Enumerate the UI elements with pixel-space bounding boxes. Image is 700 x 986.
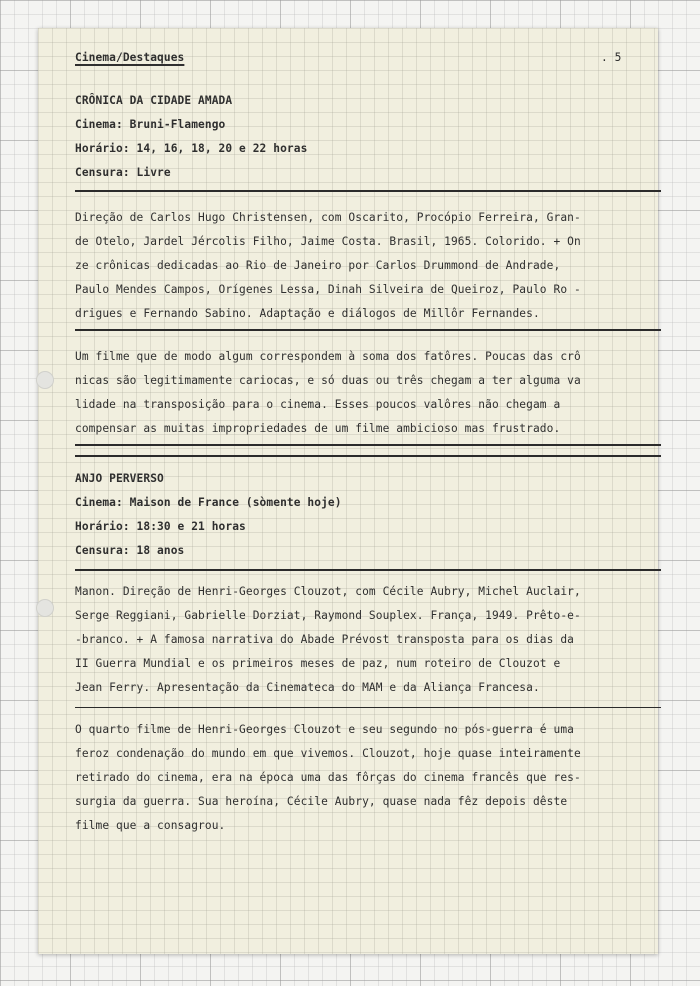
cinema-line: Cinema: Maison de France (sòmente hoje) xyxy=(75,496,342,509)
review-line: filme que a consagrou. xyxy=(75,819,226,832)
credits-line: ze crônicas dedicadas ao Rio de Janeiro por Carlos Drummond de Andrade, xyxy=(75,259,561,272)
rating-line: Censura: 18 anos xyxy=(75,544,185,557)
divider xyxy=(75,329,661,331)
credits-line: de Otelo, Jardel Jércolis Filho, Jaime Costa. Brasil, 1965. Colorido. + On xyxy=(75,235,581,248)
credits-line: Direção de Carlos Hugo Christensen, com Oscarito, Procópio Ferreira, Gran- xyxy=(75,211,581,224)
review-line: nicas são legitimamente cariocas, e só duas ou três chegam a ter alguma va xyxy=(75,374,581,387)
film-title: CRÔNICA DA CIDADE AMADA xyxy=(75,94,233,107)
credits-line: Serge Reggiani, Gabrielle Dorziat, Raymond Souplex. França, 1949. Prêto-e- xyxy=(75,609,581,622)
page-number: . 5 xyxy=(601,51,622,64)
review-line: compensar as muitas impropriedades de um filme ambicioso mas frustrado. xyxy=(75,422,561,435)
review-line: retirado do cinema, era na época uma das fôrças do cinema francês que res- xyxy=(75,771,581,784)
credits-line: -branco. + A famosa narrativa do Abade Prévost transposta para os dias da xyxy=(75,633,574,646)
review-line: surgia da guerra. Sua heroína, Cécile Aubry, quase nada fêz depois dêste xyxy=(75,795,568,808)
credits-line: Jean Ferry. Apresentação da Cinemateca do MAM e da Aliança Francesa. xyxy=(75,681,540,694)
schedule-line: Horário: 14, 16, 18, 20 e 22 horas xyxy=(75,142,308,155)
review-line: O quarto filme de Henri-Georges Clouzot e seu segundo no pós-guerra é uma xyxy=(75,723,574,736)
divider xyxy=(75,444,661,446)
divider xyxy=(75,707,661,708)
punch-hole xyxy=(36,371,54,389)
credits-line: drigues e Fernando Sabino. Adaptação e diálogos de Millôr Fernandes. xyxy=(75,307,540,320)
credits-line: Manon. Direção de Henri-Georges Clouzot, com Cécile Aubry, Michel Auclair, xyxy=(75,585,581,598)
typed-page xyxy=(38,28,658,954)
review-line: lidade na transposição para o cinema. Esses poucos valôres não chegam a xyxy=(75,398,561,411)
review-line: feroz condenação do mundo em que vivemos. Clouzot, hoje quase inteiramente xyxy=(75,747,581,760)
punch-hole xyxy=(36,599,54,617)
credits-line: II Guerra Mundial e os primeiros meses de paz, num roteiro de Clouzot e xyxy=(75,657,561,670)
film-title: ANJO PERVERSO xyxy=(75,472,164,485)
section-header: Cinema/Destaques xyxy=(75,51,185,64)
review-line: Um filme que de modo algum correspondem à soma dos fatôres. Poucas das crô xyxy=(75,350,581,363)
rating-line: Censura: Livre xyxy=(75,166,171,179)
credits-line: Paulo Mendes Campos, Orígenes Lessa, Dinah Silveira de Queiroz, Paulo Ro - xyxy=(75,283,581,296)
cinema-line: Cinema: Bruni-Flamengo xyxy=(75,118,226,131)
divider xyxy=(75,190,661,192)
divider xyxy=(75,455,661,457)
schedule-line: Horário: 18:30 e 21 horas xyxy=(75,520,246,533)
divider xyxy=(75,569,661,571)
